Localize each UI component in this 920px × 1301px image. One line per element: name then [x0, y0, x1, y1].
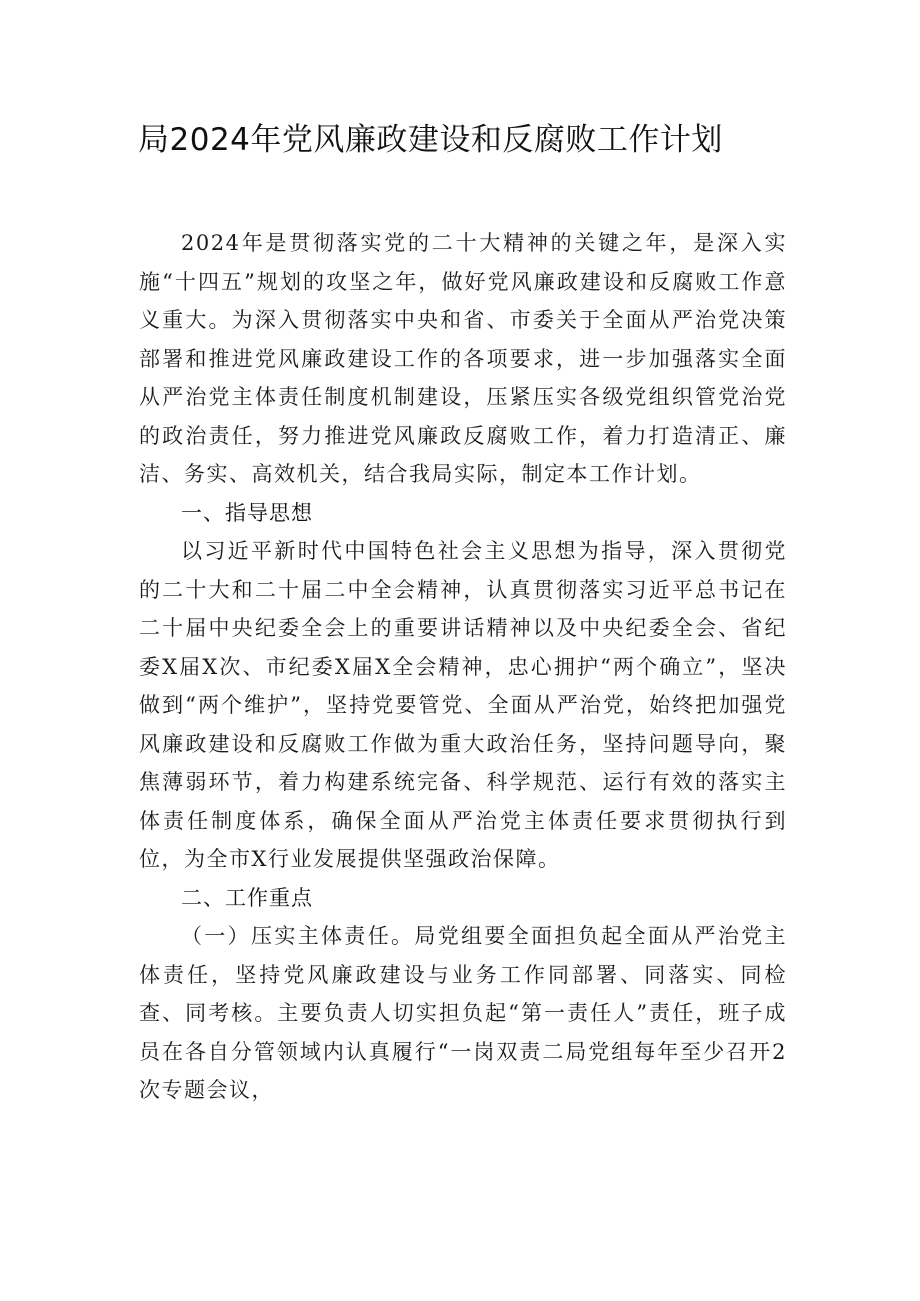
guiding-thought-paragraph: 以习近平新时代中国特色社会主义思想为指导，深入贯彻党的二十大和二十届二中全会精神，认真贯彻落实习近平总书记在二十届中央纪委全会上的重要讲话精神以及中央纪委全会、省纪委X届X次、市纪委X届X全会精神，忠心拥护“两个确立”，坚决做到“两个维护”，坚持党要管党、全面从严治党，始终把加强党风廉政建设和反腐败工作做为重大政治任务，坚持问题导向，聚焦薄弱环节，着力构建系统完备、科学规范、运行有效的落实主体责任制度体系，确保全面从严治党主体责任要求贯彻执行到位，为全市X行业发展提供坚强政治保障。	[139, 539, 787, 871]
intro-paragraph: 2024年是贯彻落实党的二十大精神的关键之年，是深入实施“十四五”规划的攻坚之年，做好党风廉政建设和反腐败工作意义重大。为深入贯彻落实中央和省、市委关于全面从严治党决策部署和推进党风廉政建设工作的各项要求，进一步加强落实全面从严治党主体责任制度机制建设，压紧压实各级党组织管党治党的政治责任，努力推进党风廉政反腐败工作，着力打造清正、廉洁、务实、高效机关，结合我局实际，制定本工作计划。	[139, 231, 787, 486]
work-focus-paragraph: （一）压实主体责任。局党组要全面担负起全面从严治党主体责任，坚持党风廉政建设与业务工作同部署、同落实、同检查、同考核。主要负责人切实担负起“第一责任人”责任，班子成员在各自分管领域内认真履行“一岗双责二局党组每年至少召开2次专题会议，	[139, 924, 787, 1102]
section-heading-work-focus: 二、工作重点	[181, 885, 313, 910]
section-heading-guiding-thought: 一、指导思想	[181, 500, 313, 525]
document-title: 局2024年党风廉政建设和反腐败工作计划	[138, 122, 723, 158]
document-body	[139, 224, 787, 1110]
